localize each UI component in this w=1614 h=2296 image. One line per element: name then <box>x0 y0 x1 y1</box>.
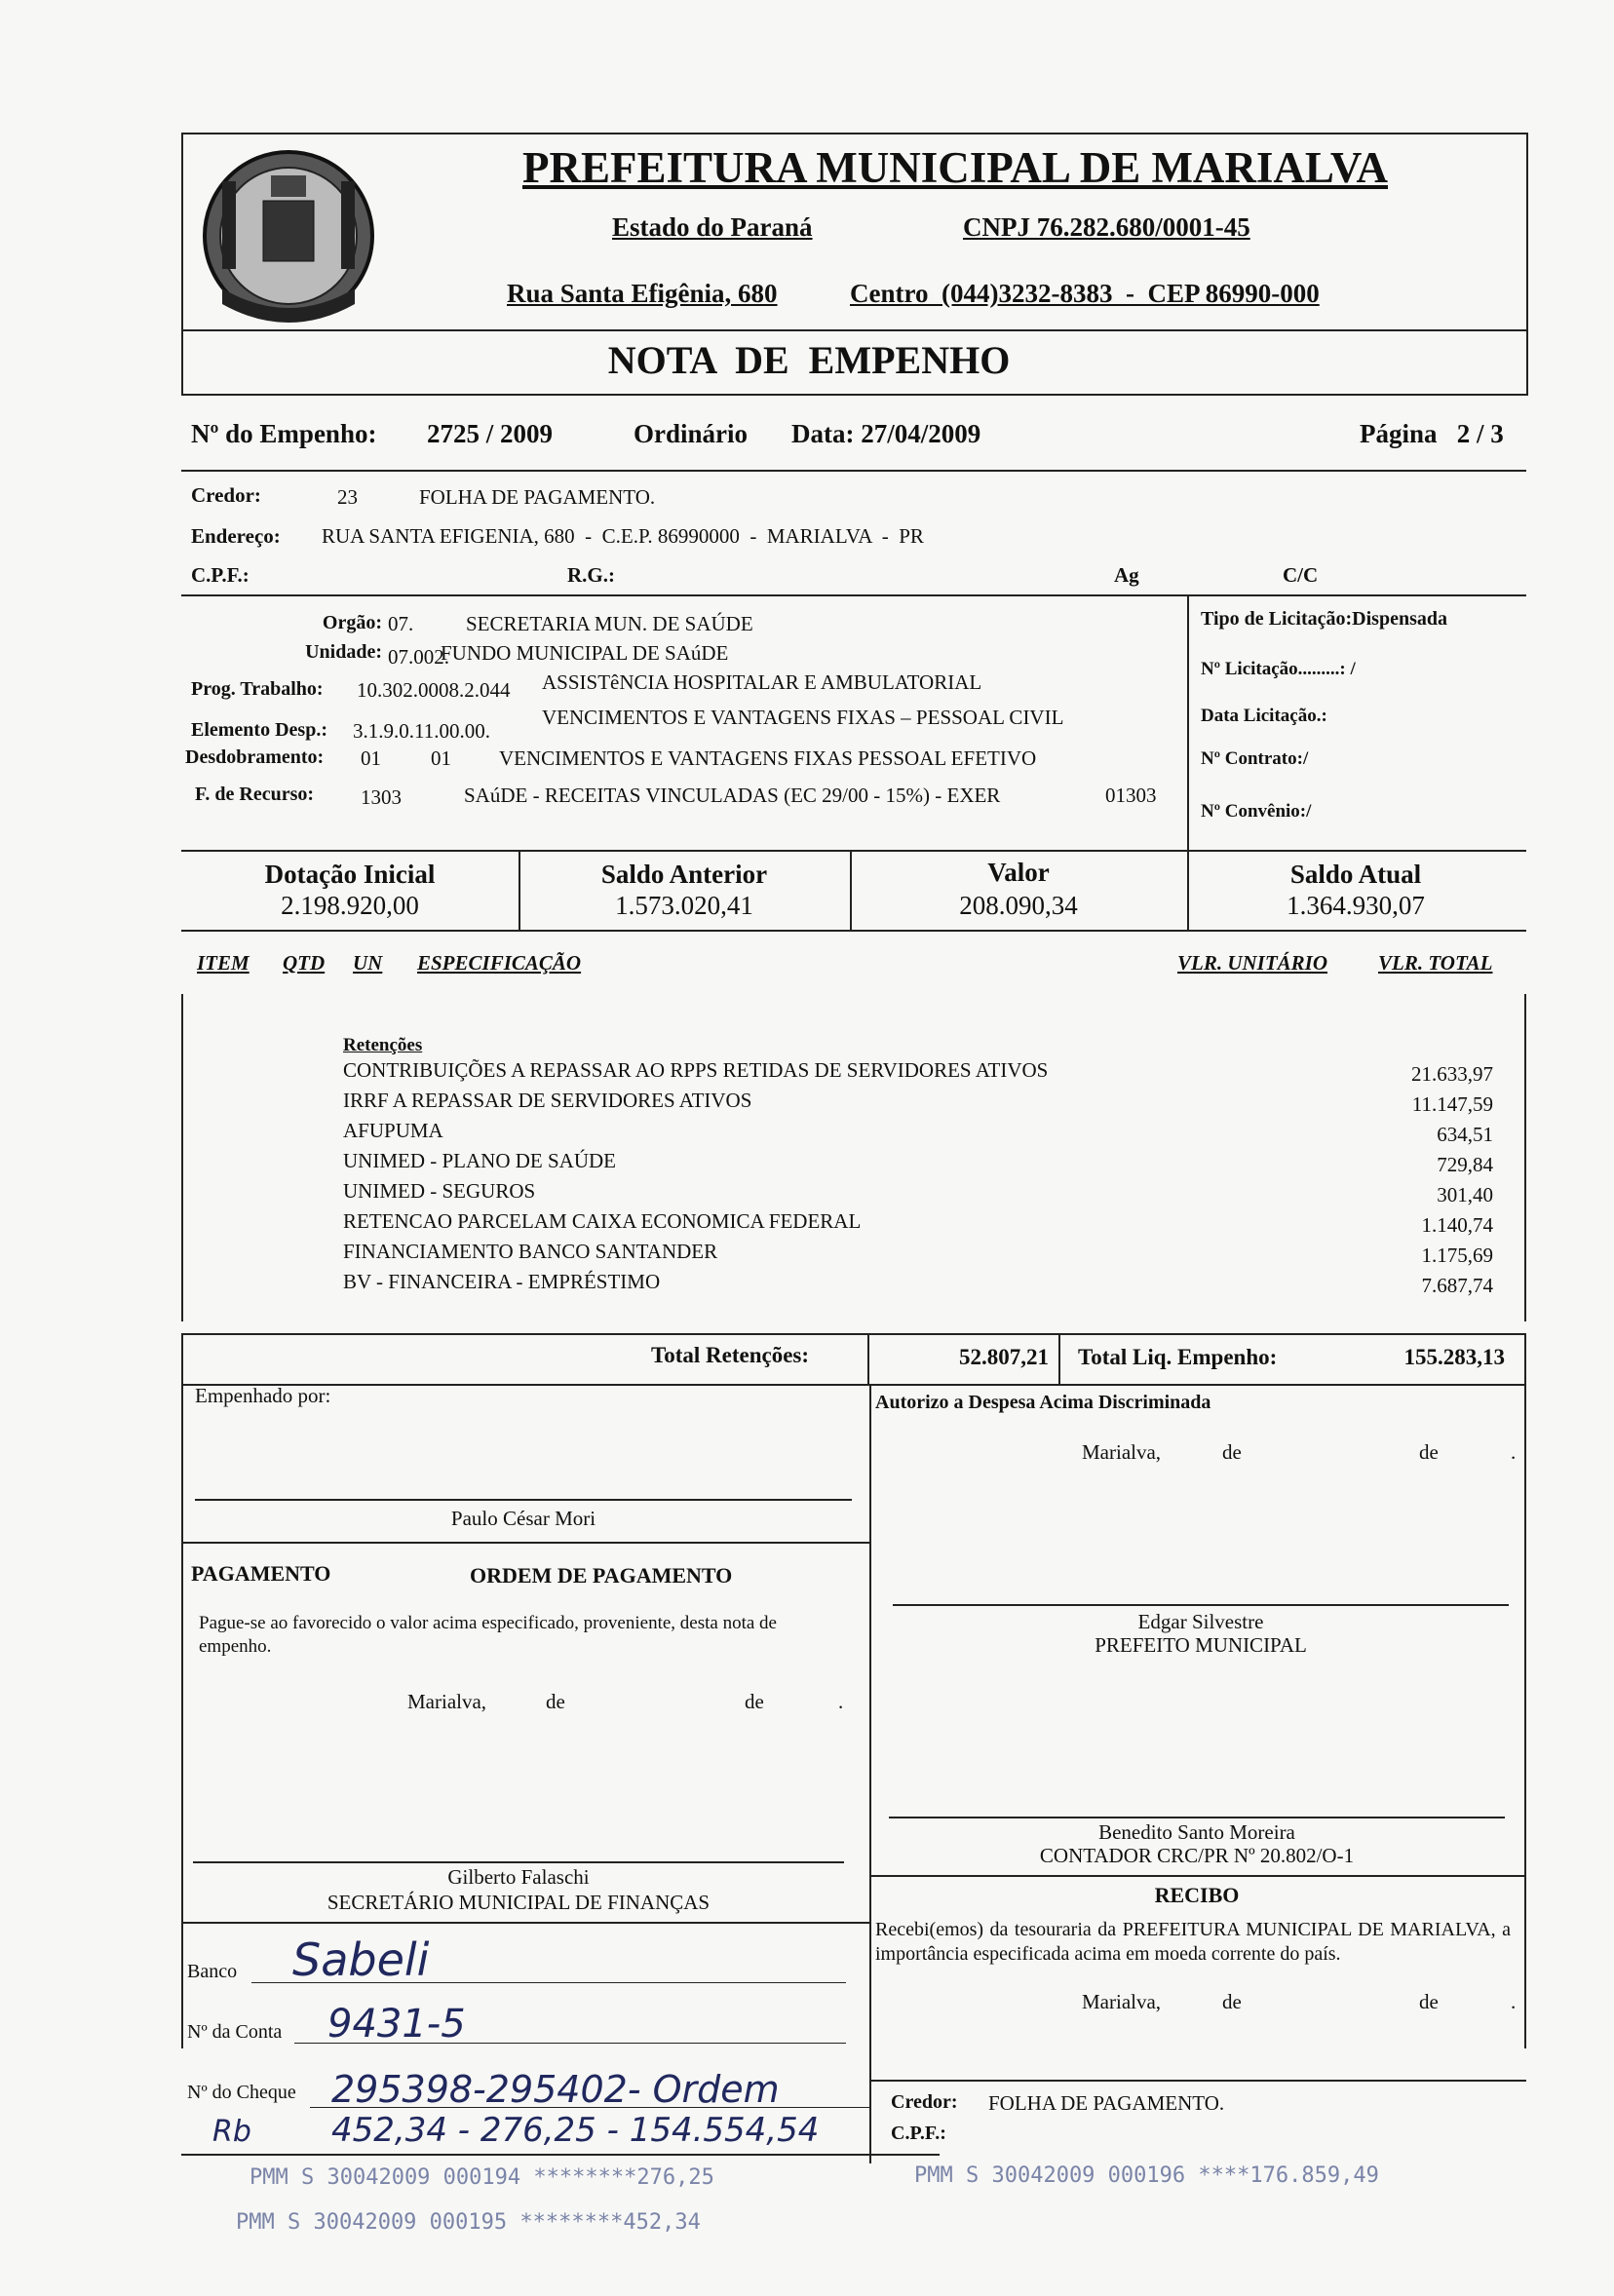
elemento-desc: VENCIMENTOS E VANTAGENS FIXAS – PESSOAL CIVIL <box>542 706 1064 729</box>
credor-code: 23 <box>337 485 358 509</box>
retencao-desc: UNIMED - SEGUROS <box>343 1179 536 1203</box>
endereco-label: Endereço: <box>191 524 281 548</box>
document-title: NOTA DE EMPENHO <box>607 338 1011 382</box>
empenho-number: 2725 / 2009 <box>427 419 554 448</box>
signer-contador: Benedito Santo Moreira <box>1098 1820 1295 1844</box>
cc-label: C/C <box>1283 563 1319 587</box>
de-right-2b: de <box>1419 1990 1439 2013</box>
signer-prefeito-role: PREFEITO MUNICIPAL <box>1095 1633 1307 1657</box>
district-phone-cep: Centro (044)3232-8383 - CEP 86990-000 <box>850 279 1320 308</box>
retencao-value: 301,40 <box>1437 1183 1493 1206</box>
tipo-licitacao: Tipo de Licitação:Dispensada <box>1201 608 1447 630</box>
signer-contador-role: CONTADOR CRC/PR Nº 20.802/O-1 <box>1039 1844 1355 1867</box>
recibo-cpf-label: C.P.F.: <box>891 2123 946 2144</box>
valor-value: 208.090,34 <box>959 891 1078 920</box>
de-right-1b: de <box>1419 1440 1439 1464</box>
retencao-value: 21.633,97 <box>1411 1062 1493 1086</box>
col-item: ITEM <box>197 951 250 975</box>
signer-financas: Gilberto Falaschi <box>447 1865 590 1889</box>
retencao-value: 7.687,74 <box>1421 1274 1493 1297</box>
col-vlr-unitario: VLR. UNITÁRIO <box>1177 951 1328 975</box>
dotacao-inicial-value: 2.198.920,00 <box>281 891 419 920</box>
desdobramento-code-a: 01 <box>361 746 381 770</box>
recurso-label: F. de Recurso: <box>195 784 315 805</box>
retencao-value: 1.140,74 <box>1421 1213 1493 1237</box>
cheque-label: Nº do Cheque <box>187 2082 296 2103</box>
valor-label: Valor <box>987 858 1050 887</box>
saldo-anterior-label: Saldo Anterior <box>600 860 768 889</box>
ag-label: Ag <box>1114 563 1139 587</box>
pagamento-label: PAGAMENTO <box>191 1561 331 1586</box>
cheque-values-handwritten: 452,34 - 276,25 - 154.554,54 <box>331 2111 820 2150</box>
bank-stamp-3: PMM S 30042009 000195 ********452,34 <box>236 2210 701 2235</box>
empenho-date: Data: 27/04/2009 <box>791 419 981 448</box>
autorizo-label: Autorizo a Despesa Acima Discriminada <box>875 1392 1211 1413</box>
total-retencoes-value: 52.807,21 <box>959 1345 1049 1369</box>
elemento-label: Elemento Desp.: <box>191 719 327 741</box>
orgao-code: 07. <box>388 612 414 635</box>
rb-handwritten: Rb <box>212 2115 251 2149</box>
col-un: UN <box>353 951 383 975</box>
de-right-2a: de <box>1222 1990 1242 2013</box>
banco-label: Banco <box>187 1961 238 1982</box>
recurso-desc: SAúDE - RECEITAS VINCULADAS (EC 29/00 - 15%) - EXER <box>464 784 1001 807</box>
unidade-desc: FUNDO MUNICIPAL DE SAúDE <box>441 641 729 665</box>
retencao-value: 11.147,59 <box>1411 1092 1493 1116</box>
prog-code: 10.302.0008.2.044 <box>357 678 511 702</box>
cnpj: CNPJ 76.282.680/0001-45 <box>963 212 1250 242</box>
dot-left: . <box>838 1690 844 1713</box>
desdobramento-code-b: 01 <box>431 746 451 770</box>
col-vlr-total: VLR. TOTAL <box>1378 951 1493 975</box>
conta-label: Nº da Conta <box>187 2021 283 2043</box>
retencao-desc: BV - FINANCEIRA - EMPRÉSTIMO <box>343 1270 661 1293</box>
endereco-value: RUA SANTA EFIGENIA, 680 - C.E.P. 86990000 - MARIALVA - PR <box>322 524 924 548</box>
saldo-anterior-value: 1.573.020,41 <box>615 891 753 920</box>
prefeitura-title: PREFEITURA MUNICIPAL DE MARIALVA <box>521 143 1389 192</box>
dot-right-1: . <box>1511 1440 1517 1464</box>
retencoes-title: Retenções <box>343 1035 423 1055</box>
marialva-right-1: Marialva, <box>1082 1440 1162 1464</box>
numero-licitacao: Nº Licitação.........: / <box>1201 659 1356 679</box>
marialva-right-2: Marialva, <box>1082 1990 1162 2013</box>
de-right-1a: de <box>1222 1440 1242 1464</box>
data-licitacao: Data Licitação.: <box>1201 706 1327 726</box>
saldo-atual-label: Saldo Atual <box>1289 860 1422 889</box>
col-especificacao: ESPECIFICAÇÃO <box>417 951 582 975</box>
retencao-desc: RETENCAO PARCELAM CAIXA ECONOMICA FEDERAL <box>343 1209 862 1233</box>
prog-desc: ASSISTêNCIA HOSPITALAR E AMBULATORIAL <box>542 670 982 694</box>
desdobramento-label: Desdobramento: <box>185 746 325 768</box>
credor-label: Credor: <box>191 483 261 507</box>
numero-contrato: Nº Contrato:/ <box>1201 748 1309 769</box>
total-liq-value: 155.283,13 <box>1403 1345 1505 1369</box>
desdobramento-desc: VENCIMENTOS E VANTAGENS FIXAS PESSOAL EFETIVO <box>499 746 1037 770</box>
retencao-value: 729,84 <box>1437 1153 1493 1176</box>
total-liq-label: Total Liq. Empenho: <box>1078 1345 1278 1369</box>
dot-right-2: . <box>1511 1990 1517 2013</box>
cpf-label: C.P.F.: <box>191 563 250 587</box>
orgao-label: Orgão: <box>322 612 382 633</box>
bank-stamp-2: PMM S 30042009 000196 ****176.859,49 <box>914 2163 1379 2188</box>
empenho-type: Ordinário <box>634 419 749 448</box>
cheque-handwritten: 295398-295402- Ordem <box>331 2068 780 2111</box>
state-name: Estado do Paraná <box>612 212 813 242</box>
unidade-label: Unidade: <box>305 641 382 663</box>
dotacao-inicial-label: Dotação Inicial <box>264 860 436 889</box>
unidade-code: 07.002. <box>388 645 449 669</box>
coat-of-arms-logo <box>193 142 384 337</box>
signer-empenho: Paulo César Mori <box>450 1507 596 1530</box>
recibo-credor-label: Credor: <box>891 2091 958 2113</box>
page-number: Página 2 / 3 <box>1360 419 1504 448</box>
retencao-value: 634,51 <box>1437 1123 1493 1146</box>
orgao-desc: SECRETARIA MUN. DE SAÚDE <box>466 612 753 635</box>
de-left-2: de <box>745 1690 764 1713</box>
recibo-title: RECIBO <box>1154 1883 1240 1907</box>
ordem-pagamento-label: ORDEM DE PAGAMENTO <box>470 1563 733 1588</box>
rg-label: R.G.: <box>567 563 615 587</box>
pague-se-text: Pague-se ao favorecido o valor acima especificado, proveniente, desta nota de empenho. <box>199 1613 777 1657</box>
retencao-value: 1.175,69 <box>1421 1244 1493 1267</box>
recurso-code: 1303 <box>361 785 402 809</box>
saldo-atual-value: 1.364.930,07 <box>1287 891 1425 920</box>
recibo-credor-value: FOLHA DE PAGAMENTO. <box>988 2091 1225 2115</box>
retencao-desc: UNIMED - PLANO DE SAÚDE <box>343 1149 616 1172</box>
retencao-desc: FINANCIAMENTO BANCO SANTANDER <box>343 1240 718 1263</box>
bank-stamp-1: PMM S 30042009 000194 ********276,25 <box>250 2165 714 2190</box>
banco-handwritten: Sabeli <box>292 1933 430 1986</box>
conta-handwritten: 9431-5 <box>327 2002 466 2047</box>
signer-prefeito: Edgar Silvestre <box>1137 1610 1264 1633</box>
numero-convenio: Nº Convênio:/ <box>1201 801 1312 822</box>
recurso-code2: 01303 <box>1105 784 1157 807</box>
retencao-desc: AFUPUMA <box>343 1119 443 1142</box>
marialva-left: Marialva, <box>407 1690 487 1713</box>
retencao-desc: CONTRIBUIÇÕES A REPASSAR AO RPPS RETIDAS DE SERVIDORES ATIVOS <box>343 1058 1049 1082</box>
col-qtd: QTD <box>283 951 326 975</box>
empenho-label: Nº do Empenho: <box>191 419 377 448</box>
prog-label: Prog. Trabalho: <box>191 678 324 700</box>
address: Rua Santa Efigênia, 680 <box>507 279 778 308</box>
signer-financas-role: SECRETÁRIO MUNICIPAL DE FINANÇAS <box>327 1891 711 1914</box>
total-retencoes-label: Total Retenções: <box>651 1343 810 1367</box>
empenhado-por-label: Empenhado por: <box>195 1384 331 1407</box>
de-left-1: de <box>546 1690 565 1713</box>
recibo-text: Recebi(emos) da tesouraria da PREFEITURA MUNICIPAL DE MARIALVA, a importância especificada acima em moeda corrente do país. <box>875 1919 1511 1965</box>
credor-name: FOLHA DE PAGAMENTO. <box>419 485 656 509</box>
retencao-desc: IRRF A REPASSAR DE SERVIDORES ATIVOS <box>343 1089 752 1112</box>
elemento-code: 3.1.9.0.11.00.00. <box>353 719 490 743</box>
